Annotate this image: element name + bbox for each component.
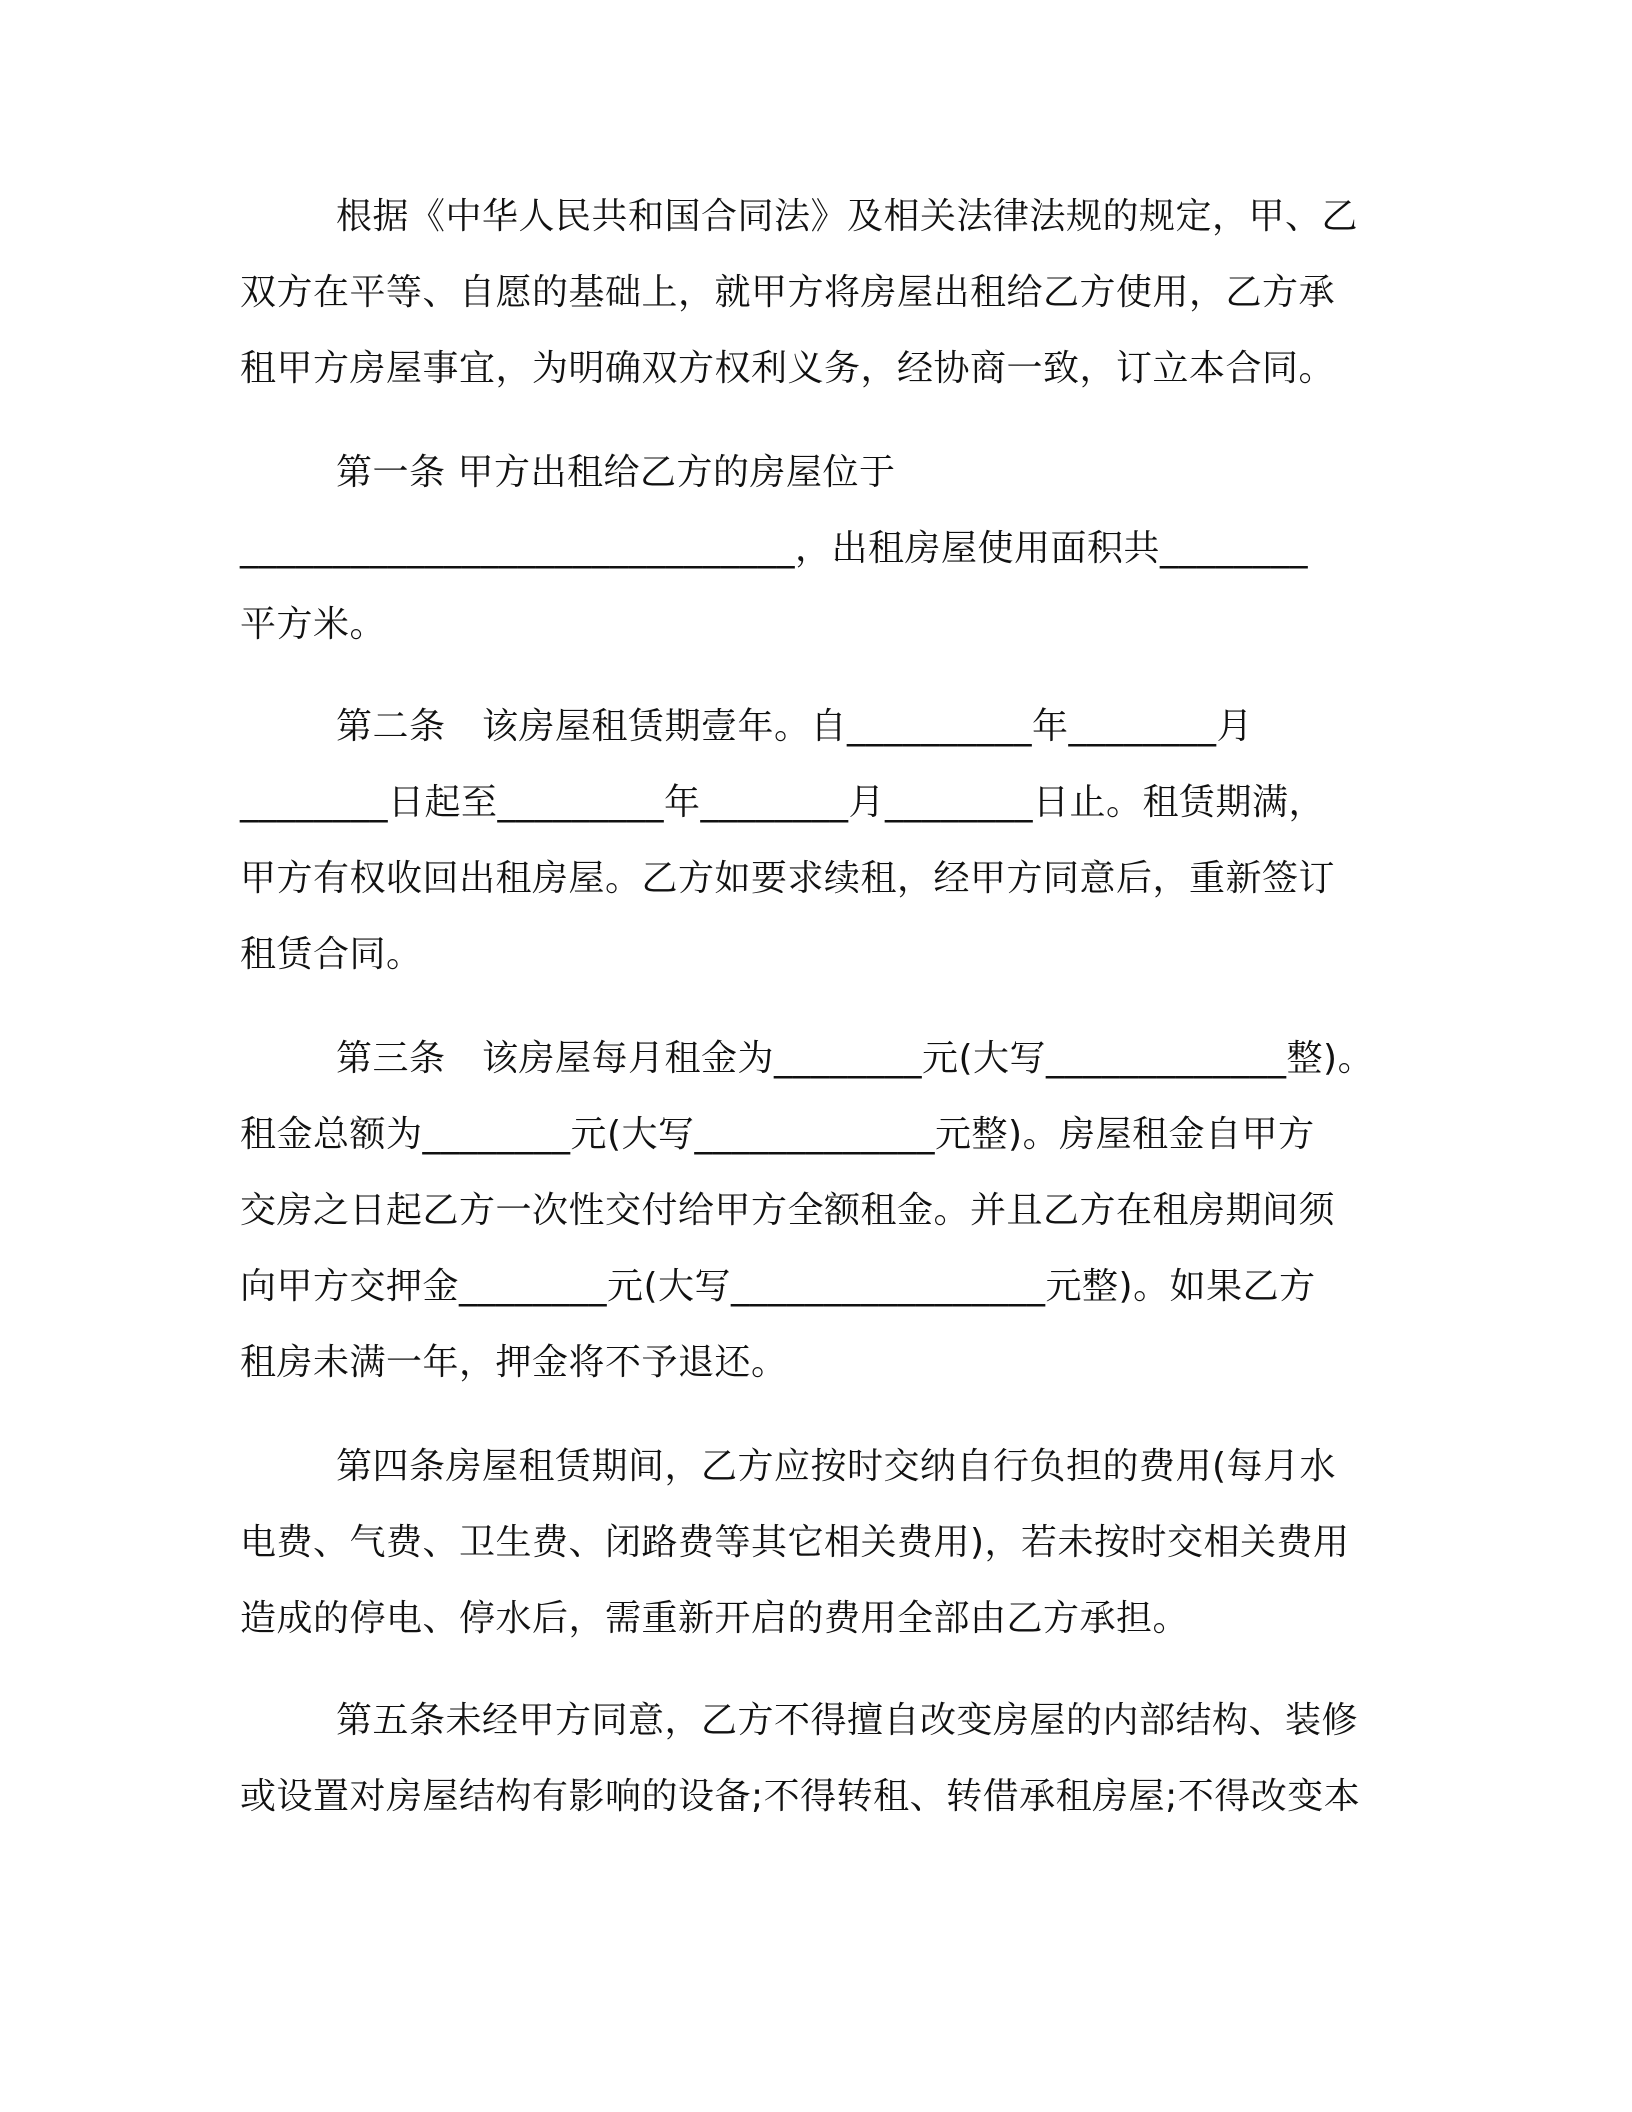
article2-line-1: 第二条 该房屋租赁期壹年。自__________年________月: [336, 706, 1254, 747]
article1-line-1: 第一条 甲方出租给乙方的房屋位于: [336, 452, 896, 493]
article3-line-4: 向甲方交押金________元(大写_________________元整)。如果乙方: [240, 1266, 1316, 1307]
article2-line-3: 甲方有权收回出租房屋。乙方如要求续租，经甲方同意后，重新签订: [240, 858, 1336, 899]
article3-line-5: 租房未满一年，押金将不予退还。: [240, 1342, 788, 1383]
article3-line-2: 租金总额为________元(大写_____________元整)。房屋租金自甲方: [240, 1114, 1315, 1155]
preamble-line-1: 根据《中华人民共和国合同法》及相关法律法规的规定，甲、乙: [336, 196, 1359, 237]
article5-line-1: 第五条未经甲方同意，乙方不得擅自改变房屋的内部结构、装修: [336, 1700, 1359, 1741]
article4-line-2: 电费、气费、卫生费、闭路费等其它相关费用)，若未按时交相关费用: [240, 1522, 1350, 1563]
article3-line-1: 第三条 该房屋每月租金为________元(大写_____________整)。: [336, 1038, 1375, 1079]
article1-line-3: 平方米。: [240, 604, 387, 645]
article2-line-2: ________日起至_________年________月________日止。租赁期满，: [240, 782, 1326, 823]
article4-line-1: 第四条房屋租赁期间，乙方应按时交纳自行负担的费用(每月水: [336, 1446, 1337, 1487]
article4-line-3: 造成的停电、停水后，需重新开启的费用全部由乙方承担。: [240, 1598, 1190, 1639]
article2-line-4: 租赁合同。: [240, 934, 423, 975]
preamble-line-2: 双方在平等、自愿的基础上，就甲方将房屋出租给乙方使用，乙方承: [240, 272, 1336, 313]
article5-line-2: 或设置对房屋结构有影响的设备;不得转租、转借承租房屋;不得改变本: [240, 1776, 1361, 1817]
article3-line-3: 交房之日起乙方一次性交付给甲方全额租金。并且乙方在租房期间须: [240, 1190, 1336, 1231]
preamble-line-3: 租甲方房屋事宜，为明确双方权利义务，经协商一致，订立本合同。: [240, 348, 1336, 389]
article1-line-2: ______________________________，出租房屋使用面积共________: [240, 528, 1309, 569]
